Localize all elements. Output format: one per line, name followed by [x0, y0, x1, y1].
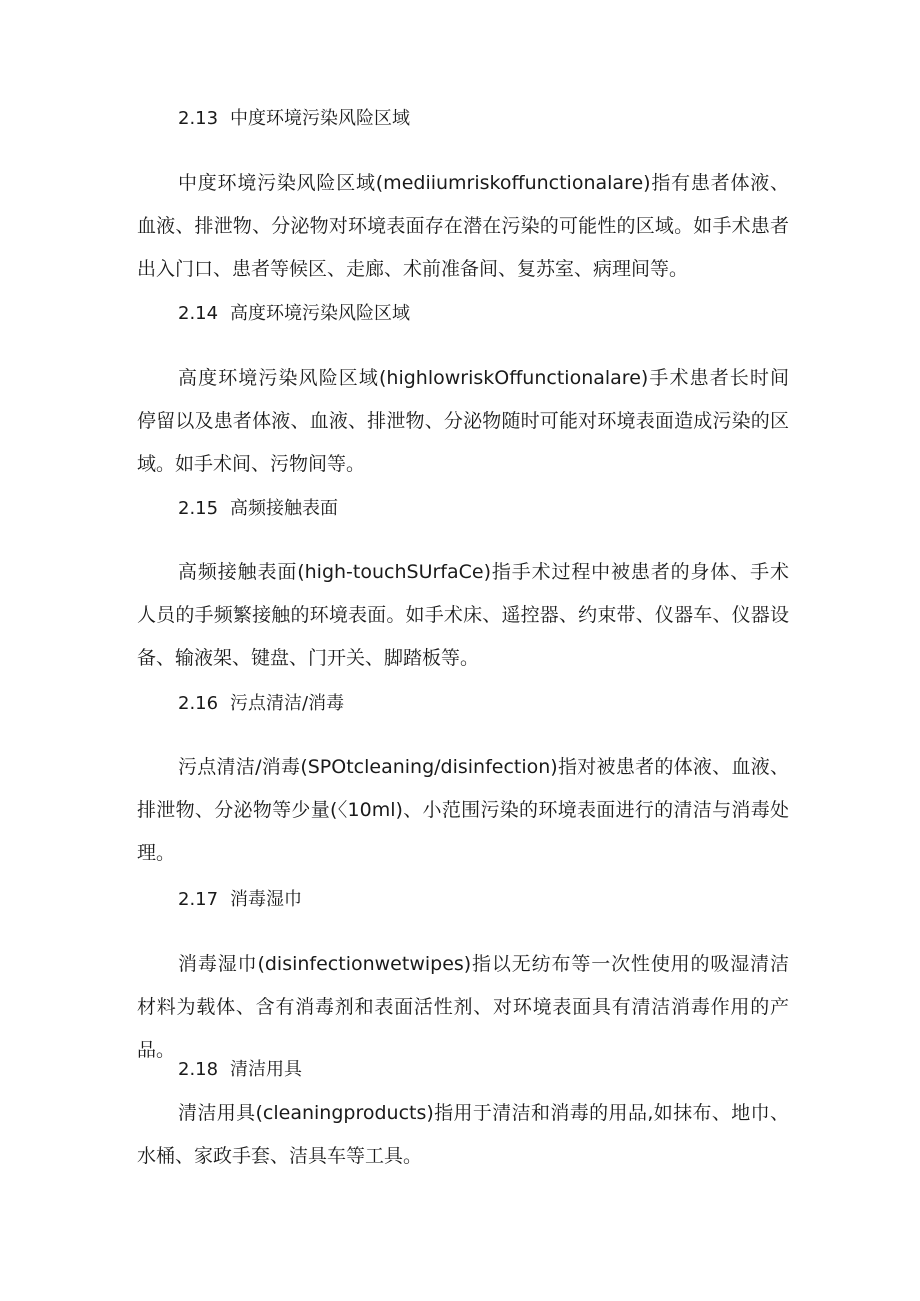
section-title: 清洁用具 — [230, 1059, 302, 1080]
section-heading-2-15 — [178, 497, 338, 521]
section-title: 高度环境污染风险区域 — [230, 303, 410, 324]
section-body-2-15: 高频接触表面(high-touchSUrfaCe)指手术过程中被患者的身体、手术人员的手频繁接触的环境表面。如手术床、遥控器、约束带、仪器车、仪器设备、输液架、键盘、门开关、脚踏板等。 — [137, 561, 789, 669]
section-title: 污点清洁/消毒 — [230, 693, 345, 714]
section-title: 高频接触表面 — [230, 498, 338, 519]
section-number: 2.13 — [178, 108, 219, 129]
section-heading-2-18 — [178, 1058, 302, 1082]
section-body-2-17: 消毒湿巾(disinfectionwetwipes)指以无纺布等一次性使用的吸湿清洁材料为载体、含有消毒剂和表面活性剂、对环境表面具有清洁消毒作用的产品。 — [137, 953, 789, 1061]
section-number: 2.17 — [178, 889, 219, 910]
section-number: 2.15 — [178, 498, 219, 519]
section-body-2-16: 污点清洁/消毒(SPOtcleaning/disinfection)指对被患者的体液、血液、排泄物、分泌物等少量(〈10ml)、小范围污染的环境表面进行的清洁与消毒处理。 — [137, 756, 789, 864]
section-number: 2.14 — [178, 303, 219, 324]
section-heading-2-13 — [178, 107, 410, 131]
section-body-2-18: 清洁用具(cleaningproducts)指用于清洁和消毒的用品,如抹布、地巾、水桶、家政手套、洁具车等工具。 — [137, 1102, 789, 1167]
section-title: 消毒湿巾 — [230, 889, 302, 910]
section-heading-2-17 — [178, 888, 302, 912]
section-title: 中度环境污染风险区域 — [230, 108, 410, 129]
section-body-2-13: 中度环境污染风险区域(mediiumriskoffunctionalare)指有患者体液、血液、排泄物、分泌物对环境表面存在潜在污染的可能性的区域。如手术患者出入门口、患者等候区、走廊、术前准备间、复苏室、病理间等。 — [137, 172, 789, 280]
section-heading-2-14 — [178, 302, 410, 326]
section-number: 2.16 — [178, 693, 219, 714]
section-heading-2-16 — [178, 692, 344, 716]
section-number: 2.18 — [178, 1059, 219, 1080]
section-body-2-14: 高度环境污染风险区域(highlowriskOffunctionalare)手术患者长时间停留以及患者体液、血液、排泄物、分泌物随时可能对环境表面造成污染的区域。如手术间、污物间等。 — [137, 367, 789, 475]
